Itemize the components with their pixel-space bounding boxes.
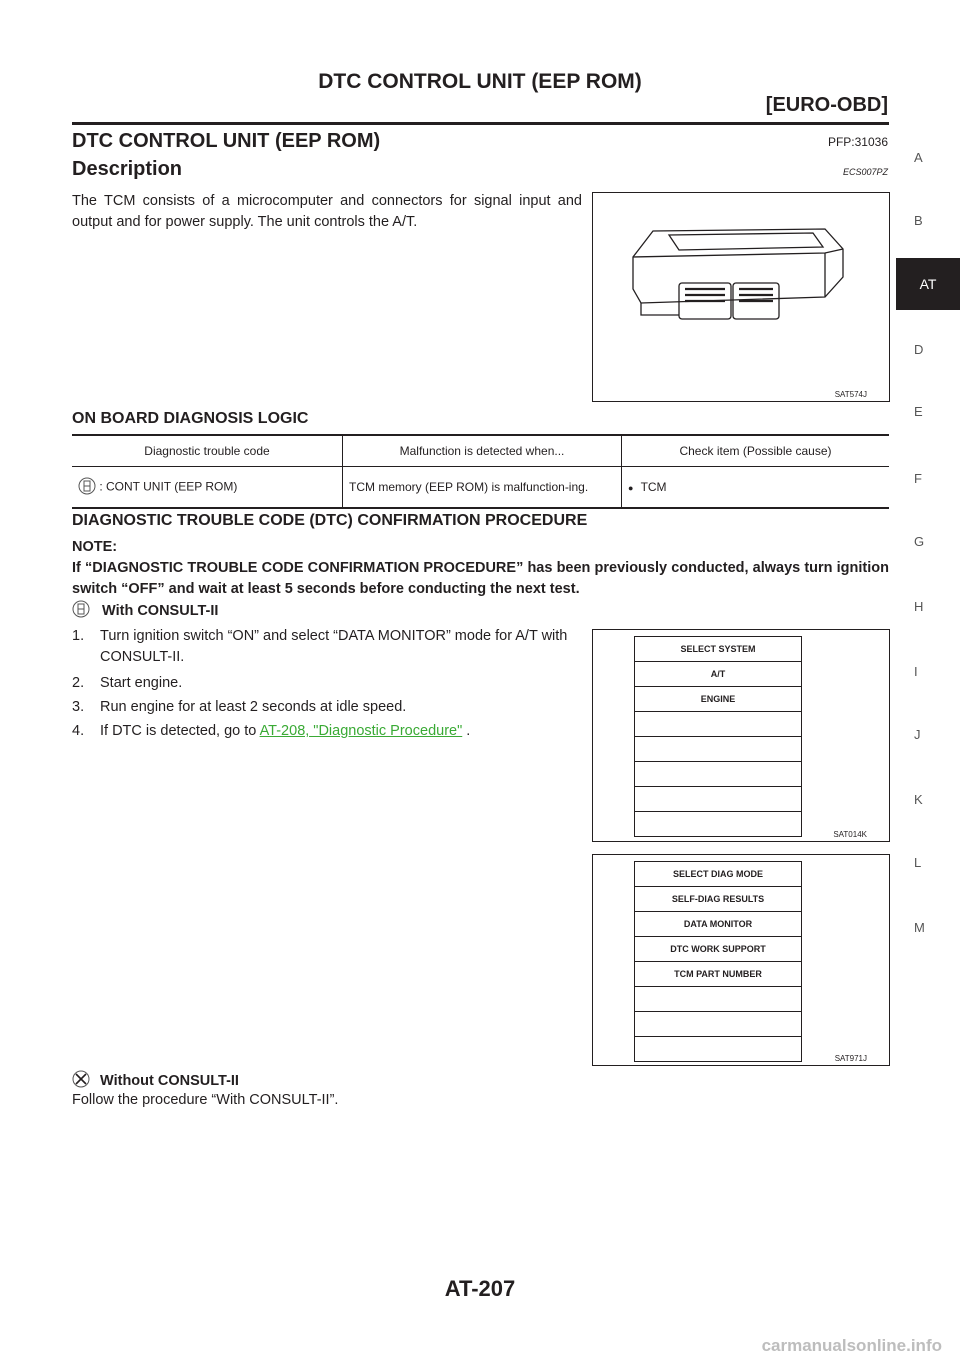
- screen-row: [635, 987, 801, 1012]
- consult-icon: [72, 600, 90, 622]
- dtc-table: [72, 434, 889, 509]
- screen-row: SELF-DIAG RESULTS: [635, 887, 801, 912]
- with-consult-label: With CONSULT-II: [102, 602, 219, 619]
- note-block: [72, 537, 889, 600]
- step-text-tail: .: [462, 723, 471, 739]
- table-row: [72, 467, 889, 509]
- watermark-text: carmanualsonline.info: [761, 1336, 942, 1355]
- step-text-lead: If DTC is detected, go to: [100, 723, 260, 739]
- screen-row: SELECT SYSTEM: [635, 637, 801, 662]
- screen-row: [635, 762, 801, 787]
- screen-row: TCM PART NUMBER: [635, 962, 801, 987]
- index-tab-at[interactable]: AT: [896, 258, 960, 310]
- index-letter-e[interactable]: E: [914, 404, 923, 419]
- col-dtc: Diagnostic trouble code: [72, 435, 343, 467]
- screen-row: [635, 787, 801, 812]
- screen-row: DTC WORK SUPPORT: [635, 937, 801, 962]
- screen-row: DATA MONITOR: [635, 912, 801, 937]
- screen-row: [635, 1037, 801, 1061]
- condition-cell: TCM memory (EEP ROM) is malfunction-ing.: [343, 467, 622, 509]
- step-num: 3.: [72, 699, 85, 715]
- running-header-title: DTC CONTROL UNIT (EEP ROM): [318, 70, 642, 93]
- index-letter-d[interactable]: D: [914, 342, 924, 357]
- screen-row: A/T: [635, 662, 801, 687]
- consult-icon: [78, 477, 96, 498]
- index-letter-i[interactable]: I: [914, 664, 918, 679]
- select-diag-figure: [592, 854, 890, 1066]
- description-code: ECS007PZ: [842, 167, 888, 177]
- step-num: 1.: [72, 628, 85, 644]
- step-text: Run engine for at least 2 seconds at idle speed.: [100, 699, 407, 715]
- step-text: Start engine.: [100, 675, 183, 691]
- description-text: The TCM consists of a microcomputer and connectors for signal input and output and for power supply. The unit controls the A/T.: [72, 193, 582, 230]
- without-consult-label: Without CONSULT-II: [100, 1072, 239, 1089]
- select-system-figure-code: SAT014K: [833, 830, 867, 839]
- note-label: NOTE:: [72, 539, 118, 555]
- note-text: If “DIAGNOSTIC TROUBLE CODE CONFIRMATION PROCEDURE” has been previously conducted, always turn ignition switch “OFF” and wait at least 5 seconds before conducting the next test.: [72, 560, 889, 597]
- select-system-figure: [592, 629, 890, 842]
- screen-row: ENGINE: [635, 687, 801, 712]
- index-letter-b[interactable]: B: [914, 213, 923, 228]
- diagnostic-procedure-link[interactable]: AT-208, "Diagnostic Procedure": [259, 723, 463, 739]
- page-number: AT-207: [444, 1276, 516, 1301]
- col-check-item: Check item (Possible cause): [622, 435, 890, 467]
- step-text: [100, 721, 470, 742]
- screen-row: SELECT DIAG MODE: [635, 862, 801, 887]
- tcm-unit-illustration: [593, 193, 889, 401]
- tcm-figure-code: SAT574J: [834, 390, 867, 399]
- select-system-screen: [634, 636, 802, 837]
- index-letter-h[interactable]: H: [914, 599, 924, 614]
- step-num: 2.: [72, 675, 85, 691]
- index-letter-a[interactable]: A: [914, 150, 923, 165]
- step-4: [72, 721, 470, 742]
- section-title: DTC CONTROL UNIT (EEP ROM): [72, 130, 381, 152]
- col-malfunction: Malfunction is detected when...: [343, 435, 622, 467]
- select-diag-screen: [634, 861, 802, 1062]
- screen-row: [635, 737, 801, 762]
- step-1: [72, 626, 584, 668]
- header-rule: [72, 122, 889, 125]
- no-consult-icon: [72, 1070, 90, 1092]
- running-header-subtitle: [EURO-OBD]: [765, 94, 888, 116]
- confirmation-heading: DIAGNOSTIC TROUBLE CODE (DTC) CONFIRMATION PROCEDURE: [72, 512, 588, 529]
- index-letter-g[interactable]: G: [914, 534, 925, 549]
- description-title: Description: [72, 158, 183, 180]
- tcm-figure: [592, 192, 890, 402]
- step-3: [72, 697, 406, 718]
- step-text: Turn ignition switch “ON” and select “DATA MONITOR” mode for A/T with CONSULT-II.: [100, 628, 568, 665]
- index-letter-m[interactable]: M: [914, 920, 925, 935]
- select-diag-figure-code: SAT971J: [834, 1054, 867, 1063]
- index-letter-j[interactable]: J: [914, 727, 921, 742]
- with-consult-label-row: [72, 600, 218, 622]
- without-consult-label-row: [72, 1070, 239, 1092]
- obd-logic-heading: ON BOARD DIAGNOSIS LOGIC: [72, 410, 309, 427]
- step-2: [72, 673, 182, 694]
- pfp-code: PFP:31036: [827, 135, 888, 149]
- index-letter-l[interactable]: L: [914, 855, 922, 870]
- bullet-icon: ●: [628, 483, 634, 493]
- cause-cell: [622, 467, 890, 509]
- screen-row: [635, 712, 801, 737]
- dtc-cell: [72, 467, 343, 509]
- index-letter-f[interactable]: F: [914, 471, 922, 486]
- screen-row: [635, 1012, 801, 1037]
- step-num: 4.: [72, 723, 85, 739]
- index-letter-k[interactable]: K: [914, 792, 923, 807]
- screen-row: [635, 812, 801, 836]
- without-consult-text: Follow the procedure “With CONSULT-II”.: [72, 1092, 339, 1108]
- table-header-row: [72, 435, 889, 467]
- dtc-code: : CONT UNIT (EEP ROM): [99, 479, 238, 494]
- cause-text: TCM: [640, 480, 667, 494]
